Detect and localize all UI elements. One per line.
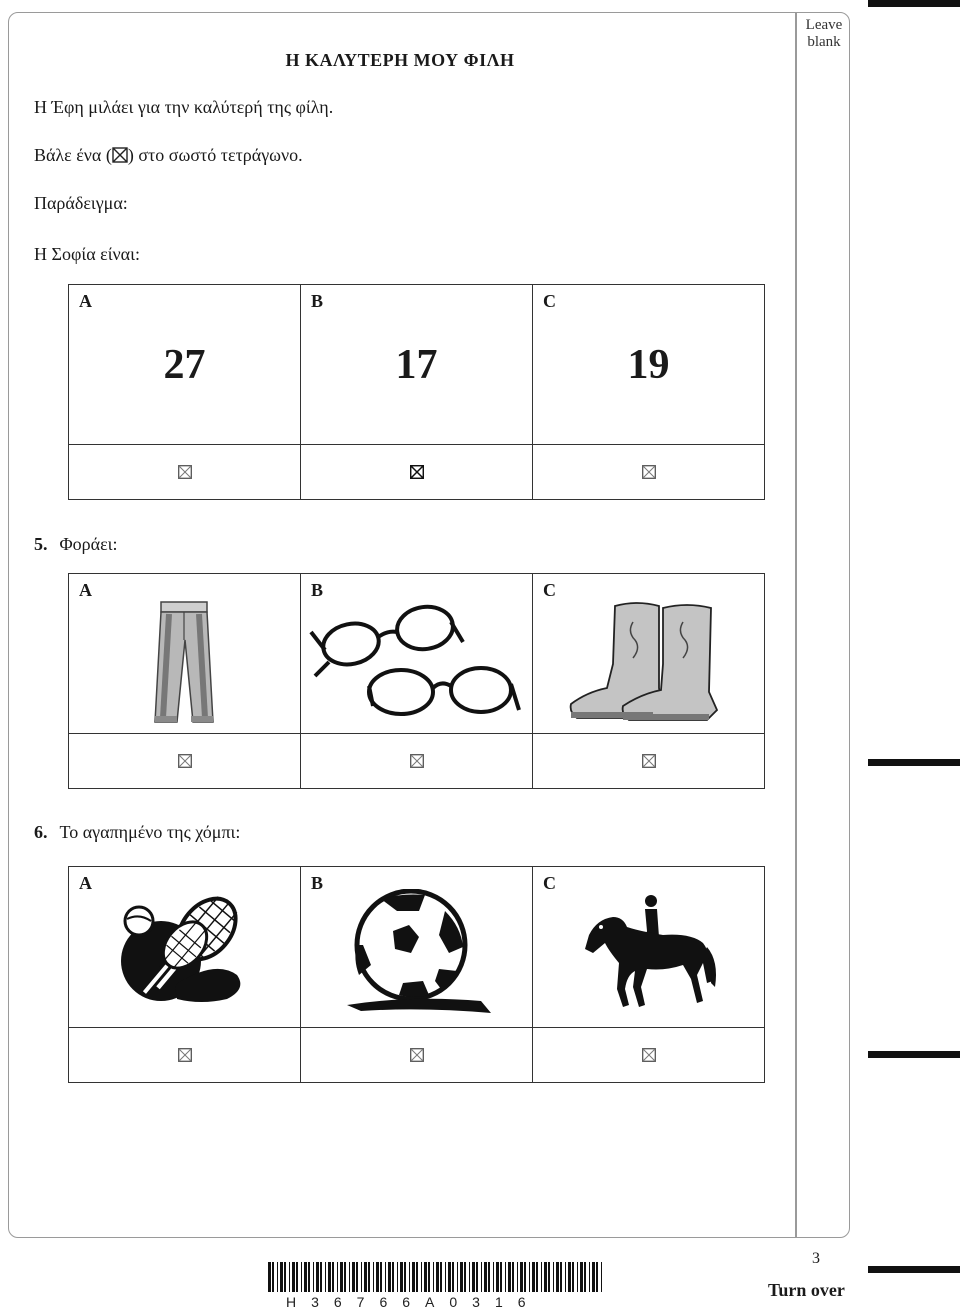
barcode-bar [397, 1262, 398, 1292]
barcode-image [268, 1262, 604, 1294]
option-number: 27 [163, 342, 206, 388]
section-title: Η ΚΑΛΥΤΕΡΗ ΜΟΥ ΦΙΛΗ [285, 50, 515, 70]
margin-mark [868, 759, 960, 766]
barcode-bar [388, 1262, 391, 1292]
barcode-bar [337, 1262, 338, 1292]
margin-mark [868, 1266, 960, 1273]
barcode-bar [580, 1262, 583, 1292]
horse-riding-image [579, 891, 719, 1017]
barcode-bar [304, 1262, 307, 1292]
option-letter: C [543, 873, 556, 893]
barcode-bar [376, 1262, 379, 1292]
barcode-bar [577, 1262, 578, 1292]
barcode-text: H36766A0316 [286, 1294, 541, 1310]
barcode-bar [529, 1262, 530, 1292]
barcode-bar [520, 1262, 523, 1292]
option-cell [301, 285, 533, 445]
intro-line: Η Έφη μιλάει για την καλύτερή της φίλη. [34, 97, 334, 117]
barcode-bar [320, 1262, 322, 1292]
turn-over-label: Turn over [768, 1280, 845, 1300]
barcode-bar [445, 1262, 446, 1292]
barcode-bar [292, 1262, 295, 1292]
barcode-bar [488, 1262, 490, 1292]
barcode-bar [344, 1262, 346, 1292]
barcode-bar [493, 1262, 494, 1292]
question-text: Φοράει: [59, 534, 118, 554]
barcode-bar [508, 1262, 511, 1292]
instruction-before: Βάλε ένα ( [34, 145, 112, 165]
barcode-bar [481, 1262, 482, 1292]
football-image [341, 889, 501, 1019]
barcode-bar [464, 1262, 466, 1292]
barcode-bar [601, 1262, 602, 1292]
barcode-bar [277, 1262, 278, 1292]
option-cell [533, 285, 765, 445]
checkbox-cell [533, 734, 765, 789]
boots-image [567, 600, 727, 726]
instruction-line [34, 145, 303, 166]
instruction-after: ) στο σωστό τετράγωνο. [127, 145, 303, 165]
option-cell [69, 574, 301, 734]
barcode-bar [340, 1262, 343, 1292]
barcode-bar [332, 1262, 334, 1292]
checkbox-cell [533, 445, 765, 500]
barcode-bar [352, 1262, 355, 1292]
barcode-bar [296, 1262, 298, 1292]
barcode-bar [380, 1262, 382, 1292]
answer-checkbox-c[interactable] [642, 465, 656, 479]
barcode-bar [568, 1262, 571, 1292]
option-number: 19 [627, 342, 670, 388]
barcode-bar [448, 1262, 451, 1292]
barcode-bar [505, 1262, 506, 1292]
glasses-image [307, 602, 529, 728]
barcode-bar [536, 1262, 538, 1292]
barcode-bar [416, 1262, 418, 1292]
barcode-bar [596, 1262, 598, 1292]
barcode-bar [316, 1262, 319, 1292]
barcode-bar [433, 1262, 434, 1292]
question-number: 5. [34, 534, 48, 554]
barcode-bar [548, 1262, 550, 1292]
barcode-bar [541, 1262, 542, 1292]
option-letter: A [79, 580, 92, 600]
barcode-bar [400, 1262, 403, 1292]
answer-checkbox-c[interactable] [642, 754, 656, 768]
barcode-bar [284, 1262, 286, 1292]
option-number: 17 [395, 342, 438, 388]
option-cell [69, 285, 301, 445]
barcode-bar [308, 1262, 310, 1292]
barcode-bar [544, 1262, 547, 1292]
margin-mark [868, 0, 960, 7]
barcode-bar [409, 1262, 410, 1292]
barcode-bar [565, 1262, 566, 1292]
answer-checkbox-a[interactable] [178, 1048, 192, 1062]
checkbox-cell [69, 1028, 301, 1083]
barcode-bar [500, 1262, 502, 1292]
page-number: 3 [812, 1250, 820, 1267]
question-text: Το αγαπημένο της χόμπι: [59, 822, 241, 842]
barcode-bar [592, 1262, 595, 1292]
example-answer-table [68, 284, 765, 500]
example-question: Η Σοφία είναι: [34, 244, 140, 264]
barcode-bar [268, 1262, 271, 1292]
leave-blank-label: Leave blank [805, 17, 843, 50]
barcode-bar [589, 1262, 590, 1292]
barcode-bar [436, 1262, 439, 1292]
barcode-bar [556, 1262, 559, 1292]
barcode-bar [325, 1262, 326, 1292]
barcode-bar [560, 1262, 562, 1292]
barcode-bar [428, 1262, 430, 1292]
barcode-bar [392, 1262, 394, 1292]
question-number: 6. [34, 822, 48, 842]
barcode-bar [280, 1262, 283, 1292]
barcode-bar [404, 1262, 406, 1292]
barcode-bar [476, 1262, 478, 1292]
barcode-bar [460, 1262, 463, 1292]
option-cell [301, 867, 533, 1028]
option-letter: A [79, 873, 92, 893]
tennis-image [115, 889, 251, 1015]
option-letter: B [311, 291, 324, 311]
checkbox-cell [301, 445, 533, 500]
barcode-bar [424, 1262, 427, 1292]
checkbox-cell [301, 734, 533, 789]
barcode-bar [301, 1262, 302, 1292]
checkbox-cell [69, 734, 301, 789]
trousers-image [151, 600, 217, 726]
option-cell [533, 867, 765, 1028]
barcode-bar [524, 1262, 526, 1292]
barcode-bar [484, 1262, 487, 1292]
option-letter: A [79, 291, 92, 311]
checkbox-cell [533, 1028, 765, 1083]
answer-checkbox-b[interactable] [410, 754, 424, 768]
checked-box-icon [112, 147, 128, 163]
barcode-bar [496, 1262, 499, 1292]
question-6-answer-table [68, 866, 765, 1083]
checkbox-cell [301, 1028, 533, 1083]
option-cell [301, 574, 533, 734]
barcode-bar [512, 1262, 514, 1292]
option-letter: C [543, 580, 556, 600]
option-letter: B [311, 873, 324, 893]
barcode-bar [412, 1262, 415, 1292]
answer-checkbox-a[interactable] [178, 465, 192, 479]
barcode-bar [457, 1262, 458, 1292]
barcode-bar [469, 1262, 470, 1292]
answer-checkbox-b-checked[interactable] [410, 465, 424, 479]
barcode-bar [349, 1262, 350, 1292]
barcode-bar [421, 1262, 422, 1292]
barcode-bar [328, 1262, 331, 1292]
option-letter: B [311, 580, 324, 600]
option-cell [69, 867, 301, 1028]
margin-mark [868, 1051, 960, 1058]
leave-blank-column-divider [795, 12, 797, 1238]
question-6 [34, 822, 240, 843]
answer-checkbox-c[interactable] [642, 1048, 656, 1062]
barcode-bar [584, 1262, 586, 1292]
barcode-bar [364, 1262, 367, 1292]
barcode-bar [572, 1262, 574, 1292]
answer-checkbox-b[interactable] [410, 1048, 424, 1062]
barcode-bar [373, 1262, 374, 1292]
barcode-bar [452, 1262, 454, 1292]
barcode-bar [361, 1262, 362, 1292]
barcode-bar [368, 1262, 370, 1292]
barcode-bar [356, 1262, 358, 1292]
barcode-bar [517, 1262, 518, 1292]
barcode-bar [272, 1262, 274, 1292]
question-5-answer-table [68, 573, 765, 789]
example-label: Παράδειγμα: [34, 193, 128, 213]
barcode-bar [553, 1262, 554, 1292]
barcode-bar [440, 1262, 442, 1292]
barcode-bar [472, 1262, 475, 1292]
option-letter: C [543, 291, 556, 311]
barcode-bar [289, 1262, 290, 1292]
checkbox-cell [69, 445, 301, 500]
barcode-bar [532, 1262, 535, 1292]
barcode-bar [313, 1262, 314, 1292]
option-cell [533, 574, 765, 734]
question-5 [34, 534, 117, 555]
barcode-bar [385, 1262, 386, 1292]
answer-checkbox-a[interactable] [178, 754, 192, 768]
